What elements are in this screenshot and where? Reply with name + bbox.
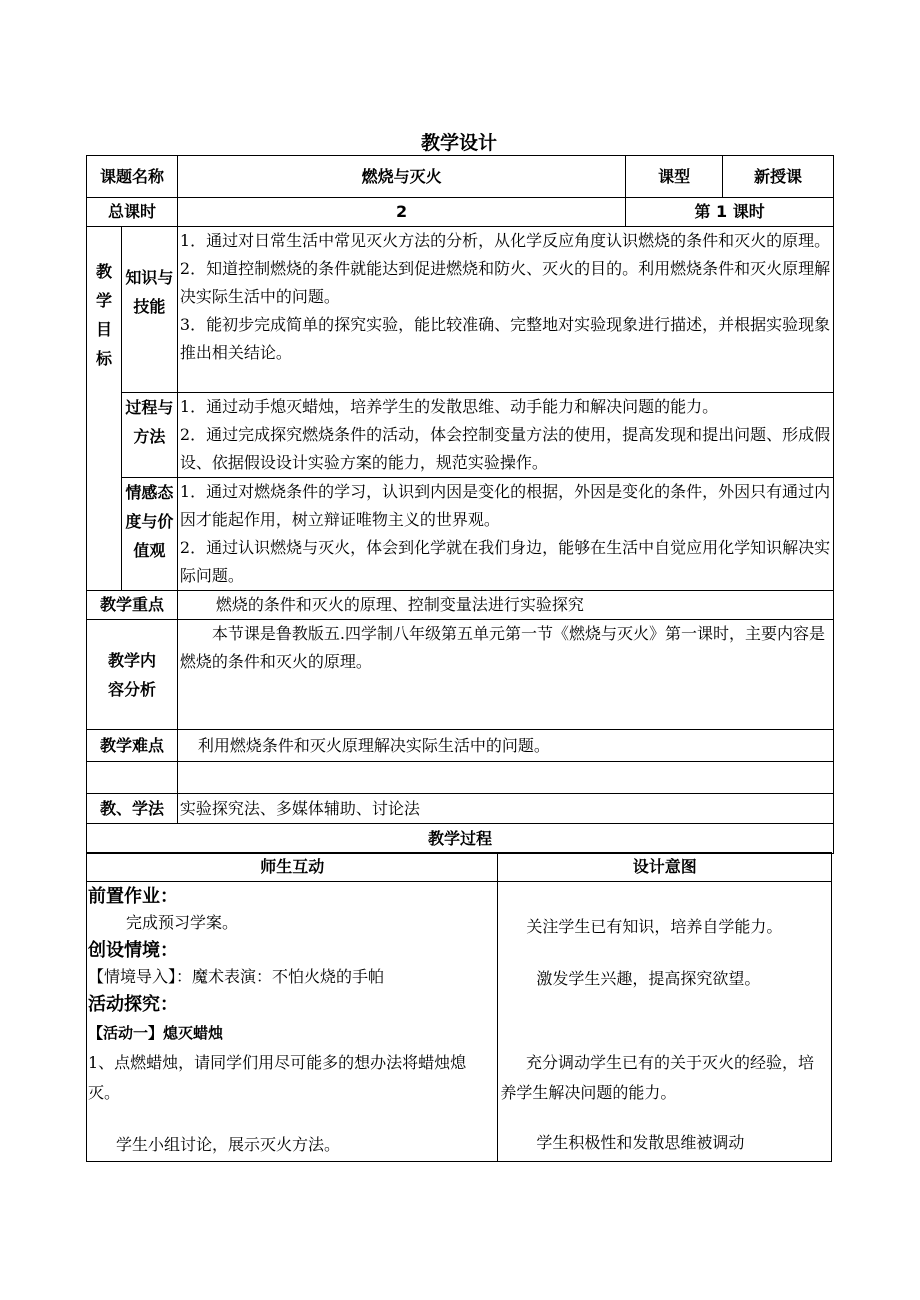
empty-cell	[87, 762, 178, 794]
knowledge-item: 3．能初步完成简单的探究实验，能比较准确、完整地对实验现象进行描述，并根据实验现象推出相关结论。	[179, 315, 831, 362]
process-item: 2．通过完成探究燃烧条件的活动，体会控制变量方法的使用，提高发现和提出问题、形成假设、依据假设设计实验方案的能力，规范实验操作。	[179, 425, 831, 472]
process-title: 教学过程	[87, 824, 834, 854]
knowledge-content	[177, 227, 833, 393]
key-points-value: 燃烧的条件和灭火的原理、控制变量法进行实验探究	[177, 591, 833, 620]
intent-situation: 激发学生兴趣，提高探究欲望。	[536, 969, 761, 988]
key-points-label: 教学重点	[87, 591, 178, 620]
activity-step-1: 1、点燃蜡烛，请同学们用尽可能多的想办法将蜡烛熄灭。	[88, 1053, 467, 1102]
difficulties-label: 教学难点	[87, 730, 178, 762]
process-item: 1．通过动手熄灭蜡烛，培养学生的发散思维、动手能力和解决问题的能力。	[179, 397, 719, 416]
activity-heading: 活动探究：	[88, 994, 178, 1015]
col-right-header: 设计意图	[498, 853, 832, 882]
intent-activity-2: 学生积极性和发散思维被调动	[536, 1133, 745, 1152]
emotion-item: 1．通过对燃烧条件的学习，认识到内因是变化的根据，外因是变化的条件，外因只有通过内因才能起作用，树立辩证唯物主义的世界观。	[179, 482, 831, 529]
activity-one-heading: 【活动一】熄灭蜡烛	[88, 1024, 224, 1042]
teaching-process-table	[86, 852, 832, 1162]
interaction-column	[87, 882, 498, 1162]
session-value: 第 1 课时	[626, 198, 834, 227]
methods-label: 教、学法	[87, 794, 178, 824]
difficulties-value: 利用燃烧条件和灭火原理解决实际生活中的问题。	[177, 730, 833, 762]
topic-label: 课题名称	[87, 156, 178, 198]
hours-value: 2	[177, 198, 625, 227]
document-title: 教学设计	[420, 132, 497, 154]
process-method-label: 过程与方法	[121, 393, 177, 478]
col-left-header: 师生互动	[87, 853, 498, 882]
methods-value: 实验探究法、多媒体辅助、讨论法	[177, 794, 833, 824]
lesson-info-table	[86, 155, 834, 854]
knowledge-item: 1．通过对日常生活中常见灭火方法的分析，从化学反应角度认识燃烧的条件和灭火的原理。	[179, 231, 831, 250]
knowledge-item: 2．知道控制燃烧的条件就能达到促进燃烧和防火、灭火的目的。利用燃烧条件和灭火原理解决实际生活中的问题。	[179, 259, 831, 306]
type-label: 课型	[626, 156, 723, 198]
activity-step-2: 学生小组讨论，展示灭火方法。	[116, 1135, 341, 1154]
content-analysis-label: 教学内容分析	[87, 620, 178, 730]
empty-cell	[177, 762, 833, 794]
knowledge-label: 知识与技能	[121, 227, 177, 393]
topic-value: 燃烧与灭火	[177, 156, 625, 198]
process-method-content	[177, 393, 833, 478]
emotion-label: 情感态度与价值观	[121, 478, 177, 591]
situation-text: 【情境导入】：魔术表演：不怕火烧的手帕	[88, 967, 385, 986]
intent-column	[498, 882, 832, 1162]
emotion-content	[177, 478, 833, 591]
situation-heading: 创设情境：	[88, 940, 178, 961]
pre-homework-heading: 前置作业：	[88, 886, 178, 907]
type-value: 新授课	[723, 156, 834, 198]
objectives-label: 教学目标	[87, 227, 122, 591]
intent-activity-1: 充分调动学生已有的关于灭火的经验，培养学生解决问题的能力。	[500, 1053, 815, 1102]
intent-pre-homework: 关注学生已有知识，培养自学能力。	[526, 917, 783, 936]
hours-label: 总课时	[87, 198, 178, 227]
content-analysis-value: 本节课是鲁教版五.四学制八年级第五单元第一节《燃烧与灭火》第一课时，主要内容是燃烧的条件和灭火的原理。	[177, 620, 833, 730]
emotion-item: 2．通过认识燃烧与灭火，体会到化学就在我们身边，能够在生活中自觉应用化学知识解决实际问题。	[179, 538, 831, 585]
pre-homework-text: 完成预习学案。	[126, 913, 239, 932]
